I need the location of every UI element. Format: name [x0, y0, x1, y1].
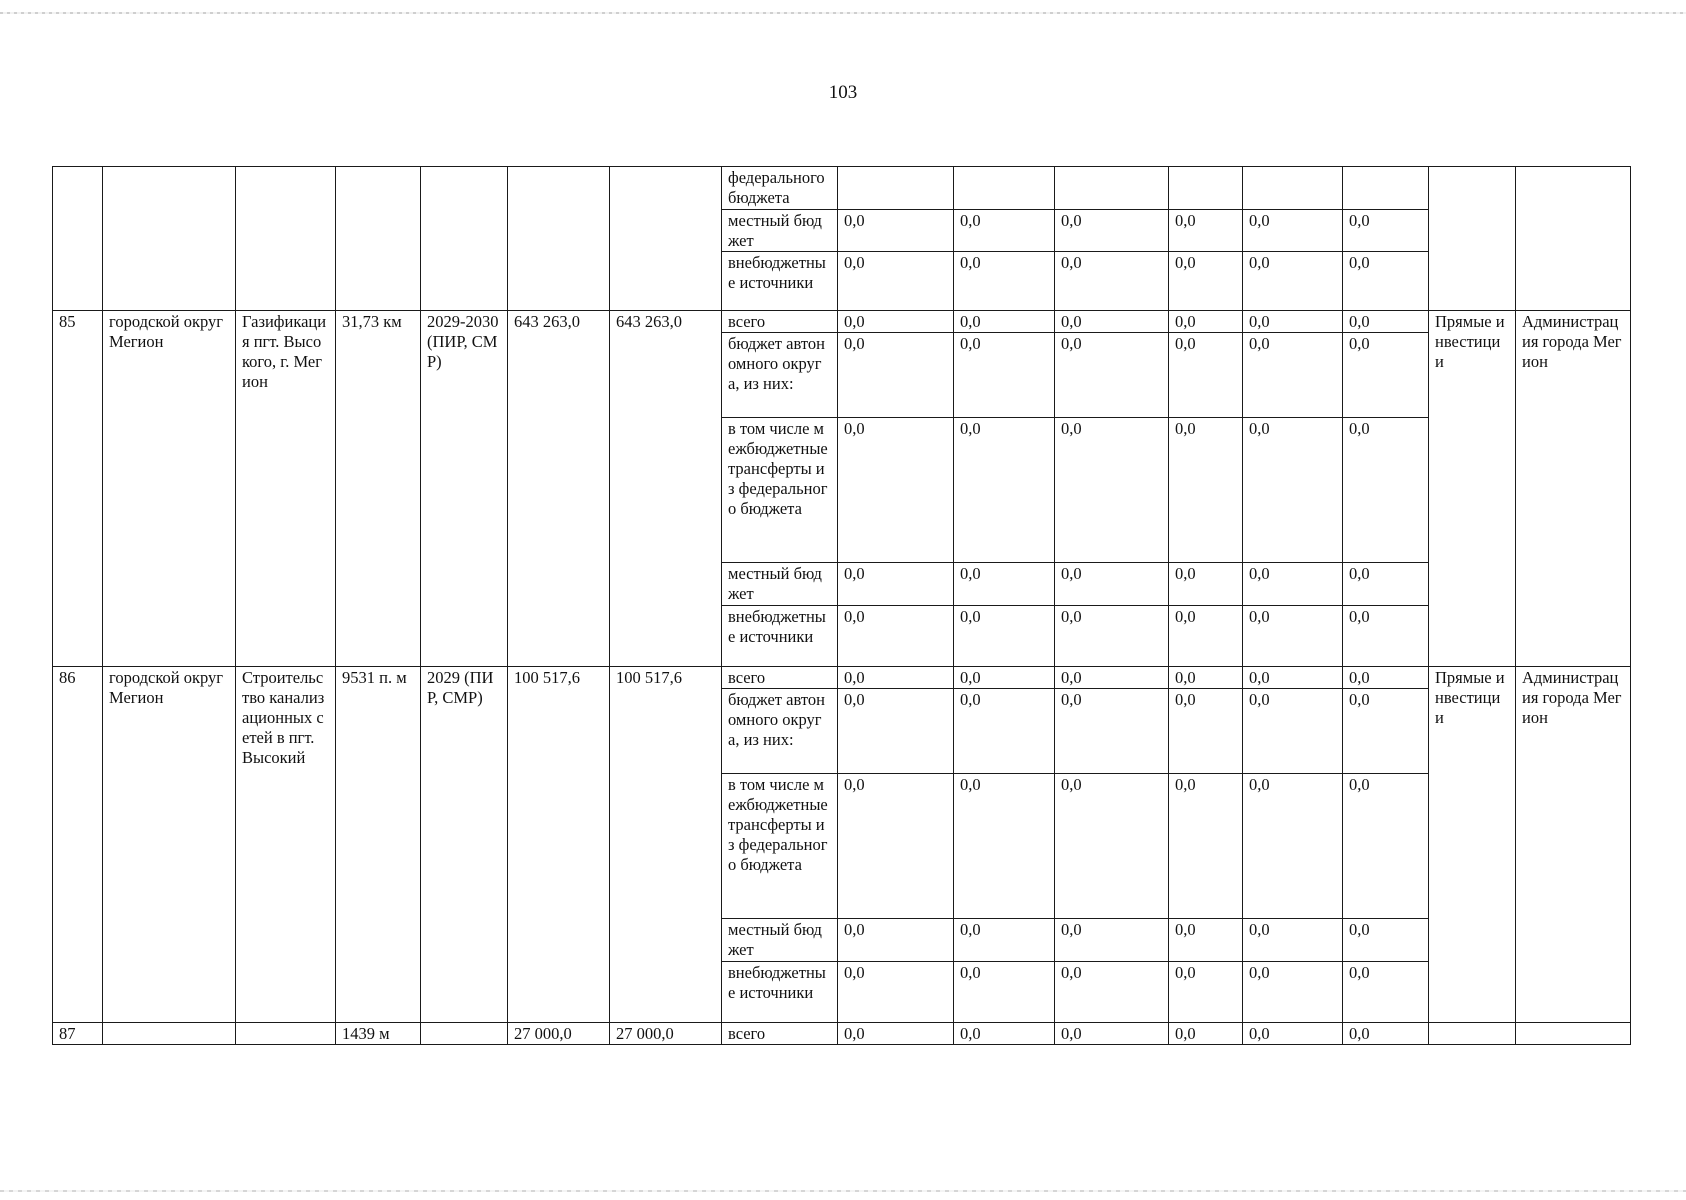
object-executor: [1516, 1023, 1631, 1045]
fund-source-label: внебюджетные источники: [722, 252, 838, 311]
object-executor: Администрация города Мегион: [1516, 311, 1631, 667]
object-mechanism: [1429, 1023, 1516, 1045]
fund-source-label: в том числе межбюджетные трансферты из федерального бюджета: [722, 774, 838, 919]
value-col-1: 0,0: [838, 333, 954, 418]
fund-source-label: местный бюджет: [722, 210, 838, 252]
value-col-4: 0,0: [1169, 774, 1243, 919]
value-col-5: 0,0: [1243, 689, 1343, 774]
value-col-5: 0,0: [1243, 774, 1343, 919]
value-col-4: 0,0: [1169, 919, 1243, 962]
fund-source-label: местный бюджет: [722, 563, 838, 606]
value-col-6: 0,0: [1343, 311, 1429, 333]
value-col-3: 0,0: [1055, 252, 1169, 311]
value-col-3: 0,0: [1055, 774, 1169, 919]
value-col-2: 0,0: [954, 919, 1055, 962]
value-col-2: 0,0: [954, 333, 1055, 418]
value-col-4: 0,0: [1169, 418, 1243, 563]
value-col-2: 0,0: [954, 962, 1055, 1023]
value-col-4: 0,0: [1169, 689, 1243, 774]
object-capacity: 31,73 км: [336, 311, 421, 667]
cont-name: [236, 167, 336, 311]
value-col-5: [1243, 167, 1343, 210]
value-col-5: 0,0: [1243, 418, 1343, 563]
object-cost: 643 263,0: [508, 311, 610, 667]
fund-source-label: бюджет автономного округа, из них:: [722, 689, 838, 774]
object-cost: 27 000,0: [508, 1023, 610, 1045]
object-number: 86: [53, 667, 103, 1023]
value-col-4: 0,0: [1169, 962, 1243, 1023]
value-col-6: 0,0: [1343, 606, 1429, 667]
value-col-4: 0,0: [1169, 333, 1243, 418]
value-col-6: 0,0: [1343, 689, 1429, 774]
fund-source-label: бюджет автономного округа, из них:: [722, 333, 838, 418]
cont-cost: [508, 167, 610, 311]
value-col-3: 0,0: [1055, 919, 1169, 962]
cont-mechanism: [1429, 167, 1516, 311]
value-col-5: 0,0: [1243, 563, 1343, 606]
value-col-3: 0,0: [1055, 210, 1169, 252]
object-capacity: 9531 п. м: [336, 667, 421, 1023]
value-col-6: 0,0: [1343, 210, 1429, 252]
value-col-6: 0,0: [1343, 774, 1429, 919]
value-col-5: 0,0: [1243, 606, 1343, 667]
value-col-6: 0,0: [1343, 919, 1429, 962]
value-col-6: 0,0: [1343, 667, 1429, 689]
value-col-1: 0,0: [838, 252, 954, 311]
value-col-3: 0,0: [1055, 563, 1169, 606]
object-name: Газификация пгт. Высокого, г. Мегион: [236, 311, 336, 667]
value-col-4: 0,0: [1169, 1023, 1243, 1045]
value-col-4: [1169, 167, 1243, 210]
value-col-3: 0,0: [1055, 606, 1169, 667]
value-col-3: 0,0: [1055, 418, 1169, 563]
object-executor: Администрация города Мегион: [1516, 667, 1631, 1023]
value-col-1: 0,0: [838, 774, 954, 919]
value-col-2: 0,0: [954, 774, 1055, 919]
partial-row: [53, 1023, 1631, 1045]
value-col-6: 0,0: [1343, 1023, 1429, 1045]
object-remaining: 643 263,0: [610, 311, 722, 667]
table-row: [53, 667, 1631, 689]
value-col-2: 0,0: [954, 210, 1055, 252]
value-col-5: 0,0: [1243, 962, 1343, 1023]
object-period: 2029 (ПИР, СМР): [421, 667, 508, 1023]
object-municipality: [103, 1023, 236, 1045]
object-mechanism: Прямые инвестиции: [1429, 667, 1516, 1023]
object-name: Строительство канализационных сетей в пгт. Высокий: [236, 667, 336, 1023]
value-col-2: 0,0: [954, 667, 1055, 689]
fund-source-label: местный бюджет: [722, 919, 838, 962]
value-col-5: 0,0: [1243, 311, 1343, 333]
object-remaining: 100 517,6: [610, 667, 722, 1023]
cont-remaining: [610, 167, 722, 311]
value-col-5: 0,0: [1243, 252, 1343, 311]
cont-no: [53, 167, 103, 311]
scan-edge-bottom: [0, 1190, 1686, 1192]
object-number: 87: [53, 1023, 103, 1045]
value-col-3: 0,0: [1055, 311, 1169, 333]
cont-municipality: [103, 167, 236, 311]
object-remaining: 27 000,0: [610, 1023, 722, 1045]
object-mechanism: Прямые инвестиции: [1429, 311, 1516, 667]
value-col-3: 0,0: [1055, 667, 1169, 689]
value-col-6: 0,0: [1343, 252, 1429, 311]
value-col-1: 0,0: [838, 311, 954, 333]
fund-source-label: всего: [722, 667, 838, 689]
value-col-6: 0,0: [1343, 418, 1429, 563]
value-col-1: [838, 167, 954, 210]
value-col-3: 0,0: [1055, 1023, 1169, 1045]
value-col-5: 0,0: [1243, 667, 1343, 689]
cont-capacity: [336, 167, 421, 311]
value-col-2: 0,0: [954, 1023, 1055, 1045]
table-row: [53, 311, 1631, 333]
value-col-4: 0,0: [1169, 210, 1243, 252]
value-col-1: 0,0: [838, 418, 954, 563]
value-col-4: 0,0: [1169, 606, 1243, 667]
value-col-4: 0,0: [1169, 667, 1243, 689]
value-col-2: 0,0: [954, 311, 1055, 333]
value-col-6: [1343, 167, 1429, 210]
object-number: 85: [53, 311, 103, 667]
object-cost: 100 517,6: [508, 667, 610, 1023]
value-col-6: 0,0: [1343, 563, 1429, 606]
object-name: [236, 1023, 336, 1045]
value-col-2: 0,0: [954, 252, 1055, 311]
object-capacity: 1439 м: [336, 1023, 421, 1045]
investment-table: [52, 166, 1631, 1045]
value-col-6: 0,0: [1343, 962, 1429, 1023]
cont-period: [421, 167, 508, 311]
value-col-5: 0,0: [1243, 210, 1343, 252]
value-col-5: 0,0: [1243, 919, 1343, 962]
value-col-4: 0,0: [1169, 252, 1243, 311]
fund-source-label: внебюджетные источники: [722, 606, 838, 667]
value-col-2: 0,0: [954, 606, 1055, 667]
value-col-3: 0,0: [1055, 689, 1169, 774]
value-col-3: [1055, 167, 1169, 210]
value-col-2: 0,0: [954, 418, 1055, 563]
value-col-2: [954, 167, 1055, 210]
object-municipality: городской округ Мегион: [103, 311, 236, 667]
value-col-1: 0,0: [838, 962, 954, 1023]
fund-source-label: внебюджетные источники: [722, 962, 838, 1023]
scan-edge-top: [0, 12, 1686, 14]
object-municipality: городской округ Мегион: [103, 667, 236, 1023]
value-col-1: 0,0: [838, 1023, 954, 1045]
fund-source-label: всего: [722, 1023, 838, 1045]
value-col-1: 0,0: [838, 210, 954, 252]
value-col-3: 0,0: [1055, 962, 1169, 1023]
continued-row: [53, 167, 1631, 210]
value-col-2: 0,0: [954, 563, 1055, 606]
table-body: [53, 167, 1631, 1045]
value-col-1: 0,0: [838, 563, 954, 606]
page-number: 103: [828, 82, 858, 103]
cont-executor: [1516, 167, 1631, 311]
value-col-1: 0,0: [838, 667, 954, 689]
fund-source-label: федерального бюджета: [722, 167, 838, 210]
value-col-4: 0,0: [1169, 563, 1243, 606]
value-col-5: 0,0: [1243, 333, 1343, 418]
value-col-3: 0,0: [1055, 333, 1169, 418]
value-col-6: 0,0: [1343, 333, 1429, 418]
value-col-5: 0,0: [1243, 1023, 1343, 1045]
fund-source-label: в том числе межбюджетные трансферты из федерального бюджета: [722, 418, 838, 563]
value-col-1: 0,0: [838, 689, 954, 774]
value-col-2: 0,0: [954, 689, 1055, 774]
object-period: [421, 1023, 508, 1045]
value-col-4: 0,0: [1169, 311, 1243, 333]
object-period: 2029-2030 (ПИР, СМР): [421, 311, 508, 667]
value-col-1: 0,0: [838, 606, 954, 667]
fund-source-label: всего: [722, 311, 838, 333]
value-col-1: 0,0: [838, 919, 954, 962]
